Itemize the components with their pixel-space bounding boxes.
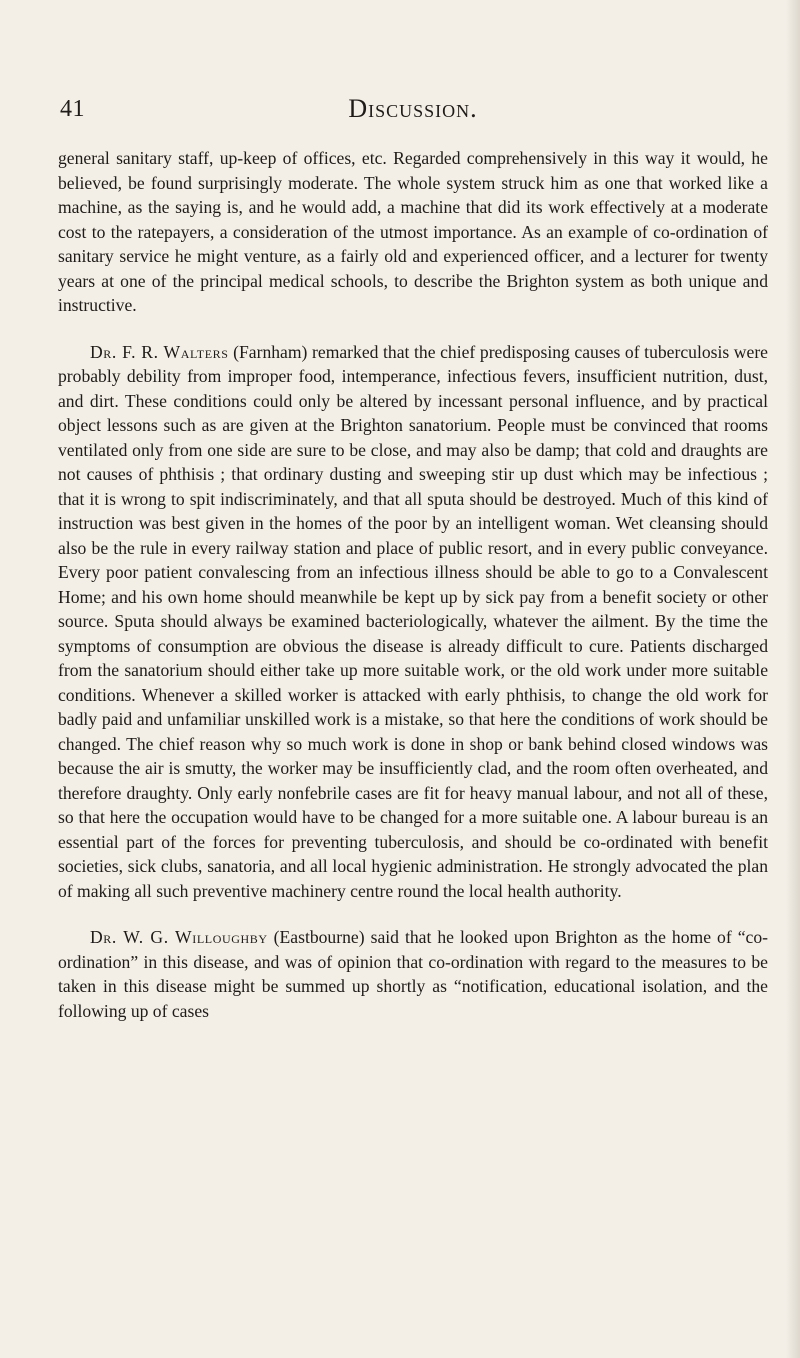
paragraph-willoughby xyxy=(58,925,768,1023)
running-header xyxy=(58,92,768,126)
speaker-affiliation: (Eastbourne) xyxy=(267,927,365,947)
paragraph-continuation xyxy=(58,146,768,318)
section-title: Discussion. xyxy=(348,94,478,123)
page-edge-shadow xyxy=(786,0,800,1358)
speaker-affiliation: (Farnham) xyxy=(228,341,308,362)
speaker-name: Dr. F. R. Walters xyxy=(90,341,229,362)
paragraph-text: general sanitary staff, up-keep of offices, etc. Regarded comprehensively in this way it would, he believed, be found surprisingly moderate. The whole system struck him as one that worked like a machine, as the saying is, and he would add, a machine that did its work effectively at a moderate cost to the ratepayers, a consideration of the utmost importance. As an example of co-ordination of sanitary service he might venture, as a fairly old and experienced officer, and a lecturer for twenty years at one of the principal medical schools, to describe the Brighton system as both unique and instructive. xyxy=(58,148,768,315)
document-page xyxy=(58,92,768,1045)
paragraph-walters xyxy=(58,340,768,904)
paragraph-text: remarked that the chief predisposing causes of tuberculosis were probably debility from improper food, intemperance, infectious fevers, insufficient nutrition, dust, and dirt. These conditions could only be altered by incessant personal influence, and by practical object lessons such as are given at the Brighton sanatorium. People must be convinced that rooms ventilated only from one side are sure to be close, and may also be damp; that cold and draughts are not causes of phthisis ; that ordinary dusting and sweeping stir up dust which may be infectious ; that it is wrong to spit indiscriminately, and that all sputa should be destroyed. Much of this kind of instruction was best given in the homes of the poor by an intelligent woman. Wet cleansing should also be the rule in every railway station and place of public resort, and in every public conveyance. Every poor patient convalescing from an infectious illness should be able to go to a Convalescent Home; and his own home should meanwhile be kept up by sick pay from a benefit society or other source. Sputa should always be examined bacteriologically, whatever the ailment. By the time the symptoms of consumption are obvious the disease is already difficult to cure. Patients discharged from the sanatorium should either take up more suitable work, or the old work under more suitable conditions. Whenever a skilled worker is attacked with early phthisis, to change the old work for badly paid and unfamiliar unskilled work is a mistake, so that here the conditions of work should be changed. The chief reason why so much work is done in shop or bank behind closed windows was because the air is smutty, the worker may be insufficiently clad, and the room often overheated, and therefore draughty. Only early nonfebrile cases are fit for heavy manual labour, and not all of these, so that here the occupation would have to be changed for a more suitable one. A labour bureau is an essential part of the forces for preventing tuberculosis, and should be co-ordinated with benefit societies, sick clubs, sanatoria, and all local hygienic administration. He strongly advocated the plan of making all such preventive machinery centre round the local health authority. xyxy=(58,341,768,901)
page-number: 41 xyxy=(60,96,85,122)
speaker-name: Dr. W. G. Willoughby xyxy=(90,927,268,947)
paragraph-text: said that he looked upon Brighton as the home of “co-ordination” in this disease, and was of opinion that co-ordination with regard to the measures to be taken in this disease might be summed up shortly as “notification, educational isolation, and the following up of cases xyxy=(58,927,769,1021)
